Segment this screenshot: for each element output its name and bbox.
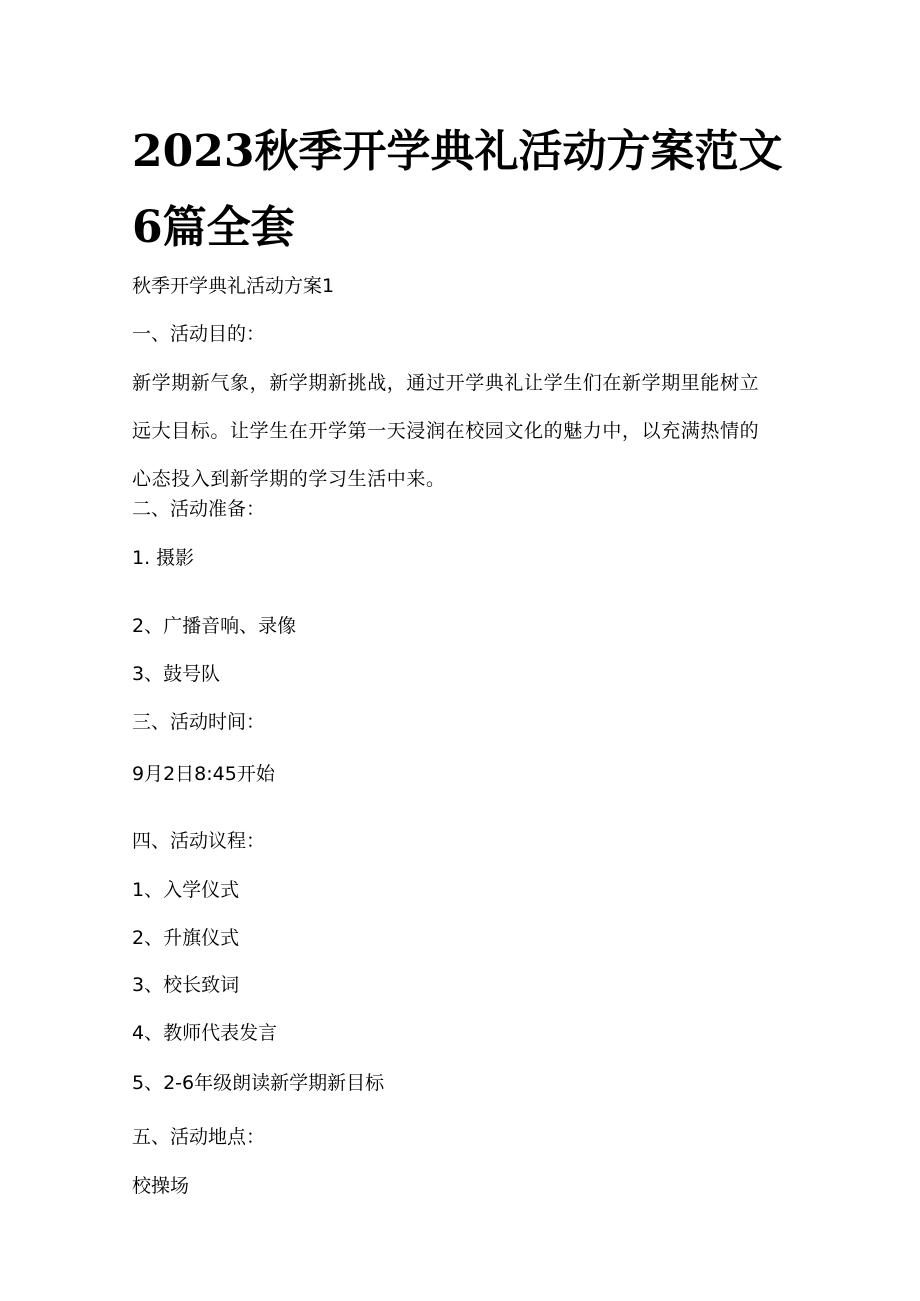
paragraph-line: 新学期新气象，新学期新挑战，通过开学典礼让学生们在新学期里能树立 bbox=[132, 372, 760, 394]
section-heading-agenda: 四、活动议程： bbox=[132, 830, 266, 852]
list-item: 1、入学仪式 bbox=[132, 879, 240, 901]
document-title-line-2: 6篇全套 bbox=[132, 202, 295, 253]
paragraph-line: 远大目标。让学生在开学第一天浸润在校园文化的魅力中，以充满热情的 bbox=[132, 420, 760, 442]
section-heading-purpose: 一、活动目的： bbox=[132, 323, 266, 345]
list-item: 4、教师代表发言 bbox=[132, 1022, 278, 1044]
section-heading-preparation: 二、活动准备： bbox=[132, 498, 266, 520]
list-item: 5、2-6年级朗读新学期新目标 bbox=[132, 1072, 385, 1094]
list-item: 3、鼓号队 bbox=[132, 663, 221, 685]
location-value: 校操场 bbox=[132, 1175, 190, 1197]
list-item: 2、升旗仪式 bbox=[132, 927, 240, 949]
document-title-line-1: 2023秋季开学典礼活动方案范文 bbox=[132, 126, 783, 177]
list-item: 3、校长致词 bbox=[132, 974, 240, 996]
section-heading-time: 三、活动时间： bbox=[132, 711, 266, 733]
list-item: 1. 摄影 bbox=[132, 547, 195, 569]
list-item: 2、广播音响、录像 bbox=[132, 615, 297, 637]
paragraph-line: 心态投入到新学期的学习生活中来。 bbox=[132, 468, 446, 490]
section-heading-location: 五、活动地点： bbox=[132, 1126, 266, 1148]
plan-subtitle: 秋季开学典礼活动方案1 bbox=[132, 275, 335, 297]
time-value: 9月2日8:45开始 bbox=[132, 763, 275, 785]
